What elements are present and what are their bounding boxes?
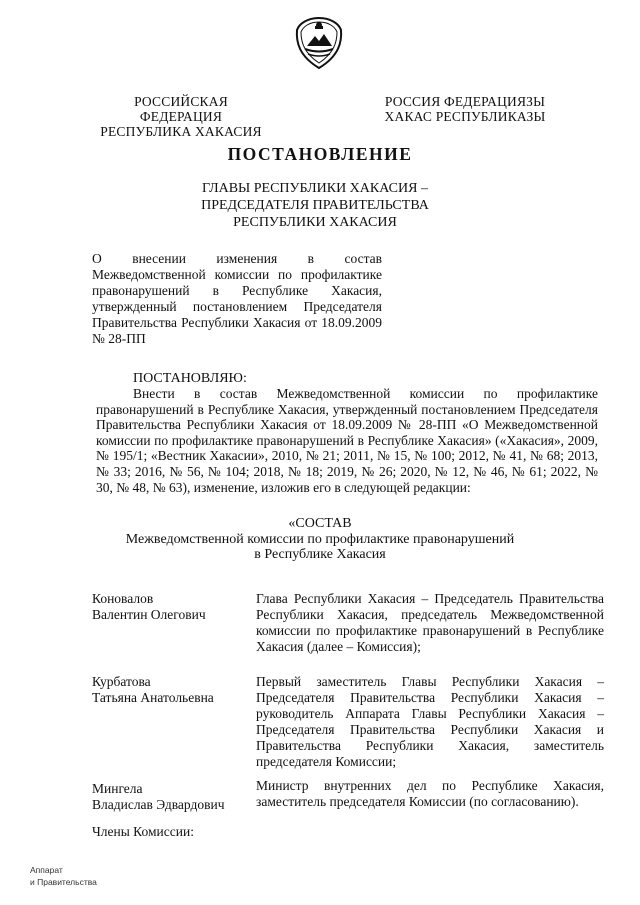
issuer-block	[170, 180, 460, 231]
composition-title-line1: «СОСТАВ	[288, 516, 352, 531]
coat-of-arms-emblem	[293, 16, 345, 70]
member-given-name: Владислав Эдвардович	[92, 797, 225, 812]
header-right	[384, 94, 546, 124]
members-label: Члены Комиссии:	[92, 824, 194, 839]
footer-line2: и Правительства	[30, 877, 97, 887]
composition-title	[0, 516, 640, 563]
member-surname: Мингела	[92, 781, 143, 796]
resolution-body: Внести в состав Межведомственной комиссии по профилактике правонарушений в Республике Хакасия, утвержденный постановлением Председателя Правительства Республики Хакасия от 18.09.2009 № 28-ПП «О Межведомственной комиссии по профилактике правонарушений в Республике Хакасия» («Хакасия», 2009, № 195/1; «Вестник Хакасии», 2010, № 21; 2011, № 15, № 100; 2012, № 41, № 68; 2013, № 33; 2016, № 56, № 104; 2018, № 18; 2019, № 26; 2020, № 12, № 46, № 61; 2022, № 30, № 48, № 63), изменение, изложив его в следующей редакции:	[96, 386, 598, 495]
header-left-line2: РЕСПУБЛИКА ХАКАСИЯ	[100, 124, 262, 139]
document-type-title: ПОСТАНОВЛЕНИЕ	[227, 144, 413, 164]
issuer-line1: ГЛАВЫ РЕСПУБЛИКИ ХАКАСИЯ –	[202, 181, 428, 196]
member-given-name: Валентин Олегович	[92, 607, 206, 622]
footer-line1: Аппарат	[30, 865, 63, 875]
member-name	[92, 591, 206, 623]
document-subject: О внесении изменения в состав Межведомственной комиссии по профилактике правонарушений в Республике Хакасия, утвержденный постановлением Председателя Правительства Республики Хакасия от 18.09.2009 № 28-ПП	[92, 251, 382, 346]
issuer-line3: РЕСПУБЛИКИ ХАКАСИЯ	[233, 215, 397, 230]
member-name	[92, 781, 225, 813]
issuer-line2: ПРЕДСЕДАТЕЛЯ ПРАВИТЕЛЬСТВА	[201, 198, 429, 213]
header-right-line1: РОССИЯ ФЕДЕРАЦИЯЗЫ	[384, 94, 546, 109]
footer-stamp	[30, 864, 97, 888]
member-role: Глава Республики Хакасия – Председатель Правительства Республики Хакасия, председатель Межведомственной комиссии по профилактике правонарушений в Республике Хакасия (далее – Комиссия);	[256, 591, 604, 654]
member-role: Первый заместитель Главы Республики Хакасия – Председателя Правительства Республики Хакасия – руководитель Аппарата Главы Республики Хакасия – Председателя Правительства Республики Хакасия и Правительства Республики Хакасия, заместитель председателя Комиссии;	[256, 674, 604, 769]
composition-title-line2: Межведомственной комиссии по профилактике правонарушений	[125, 531, 515, 547]
member-given-name: Татьяна Анатольевна	[92, 690, 214, 705]
resolve-heading: ПОСТАНОВЛЯЮ:	[133, 371, 247, 386]
member-name	[92, 674, 214, 706]
member-surname: Курбатова	[92, 674, 151, 689]
header-left-line1: РОССИЙСКАЯ ФЕДЕРАЦИЯ	[134, 94, 228, 124]
member-surname: Коновалов	[92, 591, 154, 606]
header-left	[92, 94, 270, 139]
composition-title-line3: в Республике Хакасия	[254, 547, 386, 562]
header-right-line2: ХАКАС РЕСПУБЛИКАЗЫ	[384, 109, 546, 124]
member-role: Министр внутренних дел по Республике Хакасия, заместитель председателя Комиссии (по согласованию).	[256, 778, 604, 809]
